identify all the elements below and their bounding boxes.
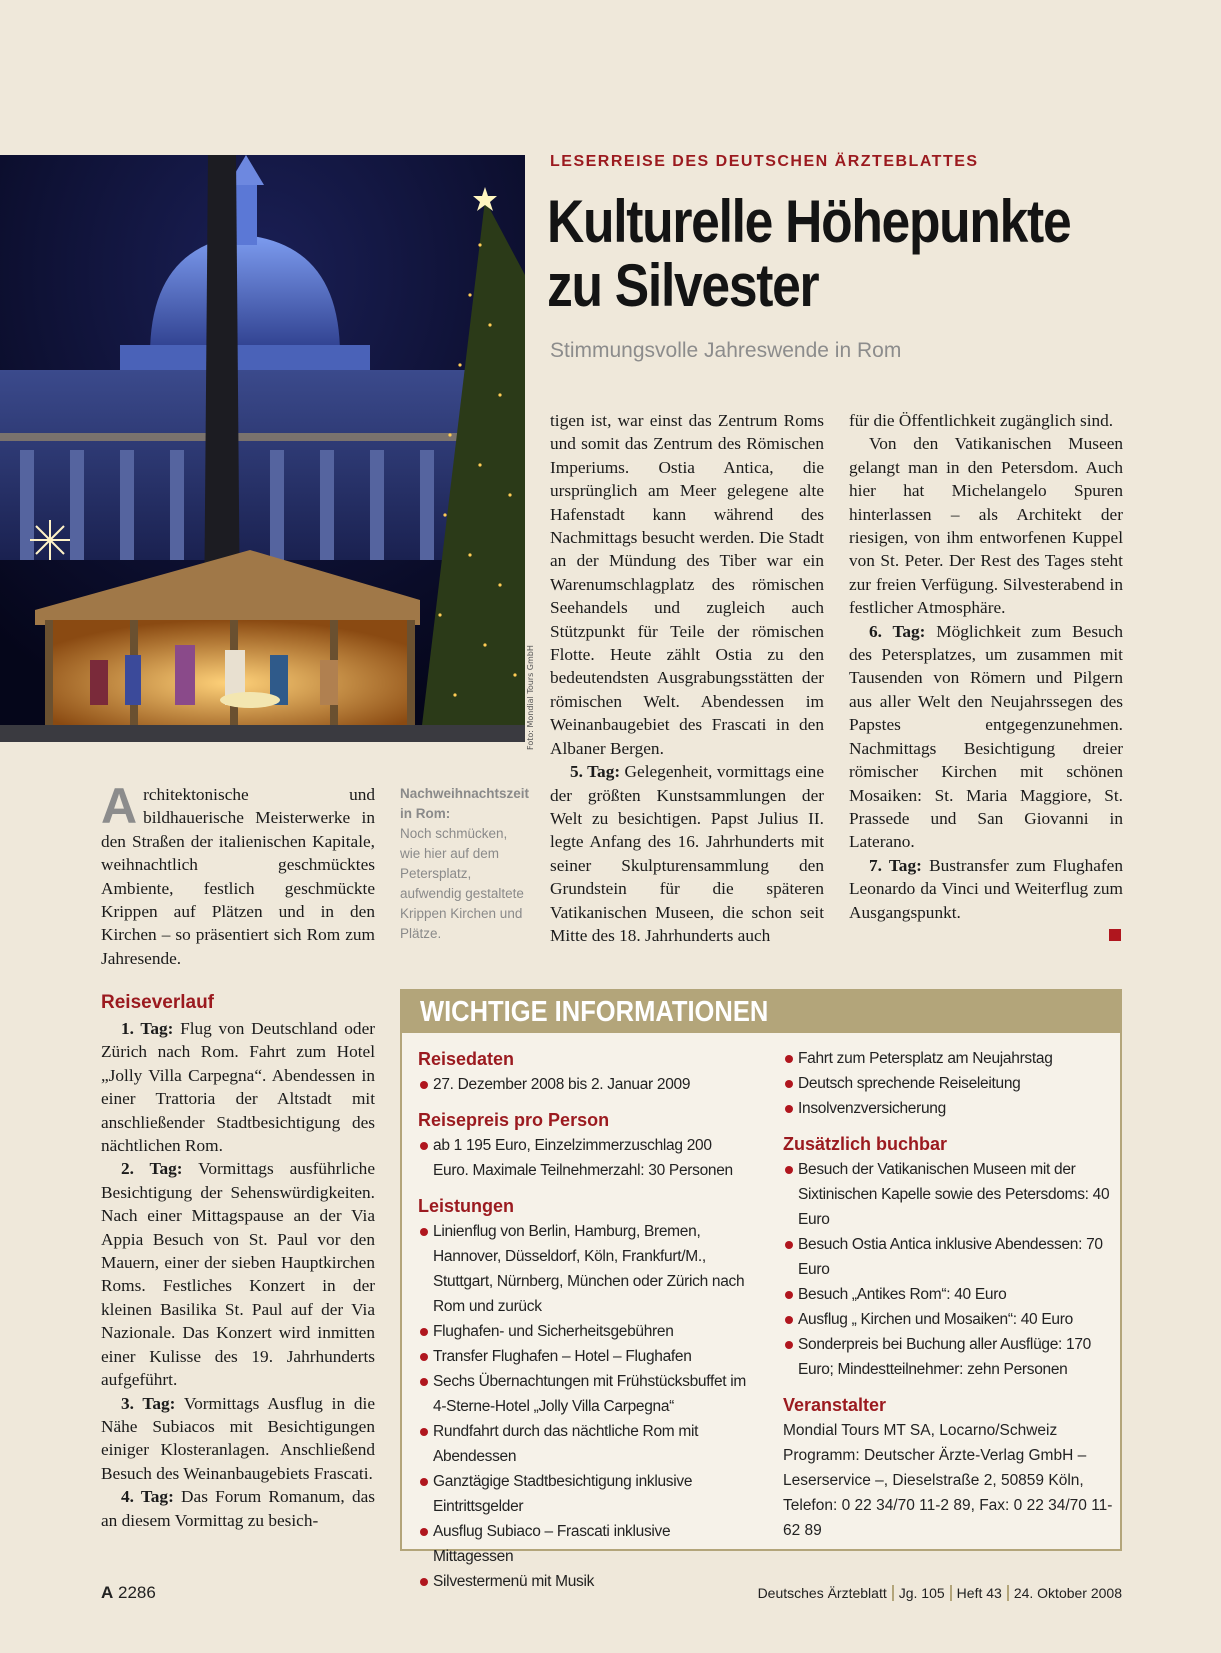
preis-list bbox=[418, 1133, 748, 1183]
photo-st-peters-nativity bbox=[0, 155, 525, 742]
caption-title: Nachweihnachtszeit in Rom: bbox=[400, 786, 530, 821]
article-column-right bbox=[849, 409, 1123, 924]
day-1-label: 1. Tag: bbox=[121, 1019, 174, 1038]
intro-paragraph bbox=[101, 778, 375, 970]
day-2 bbox=[101, 1157, 375, 1391]
photo-caption bbox=[400, 784, 530, 944]
journal-date: 24. Oktober 2008 bbox=[1013, 1585, 1122, 1601]
list-item: Besuch „Antikes Rom“: 40 Euro bbox=[783, 1282, 1113, 1307]
article-column-left bbox=[101, 1017, 375, 1532]
dropcap: A bbox=[101, 778, 138, 834]
day-4-text-cont: tigen ist, war einst das Zentrum Roms und somit das Zentrum des Römischen Imperiums. Ostia Antica, die ursprünglich am Meer gelegene alte Hafenstadt kann während des Nachmittags besucht werden. Die Stadt an der Mündung des Tiber war ein Warenumschlagplatz des römischen Seehandels und zugleich auch Stützpunkt für Teile der römischen Flotte. Heute zählt Ostia zu den bedeutendsten Ausgrabungsstätten der römischen Welt. Abendessen im Weinanbaugebiet des Frascati in den Albaner Bergen. bbox=[550, 411, 824, 758]
list-item: Silvestermenü mit Musik bbox=[418, 1569, 748, 1594]
info-box-header bbox=[402, 991, 1120, 1033]
reiseverlauf-heading: Reiseverlauf bbox=[101, 992, 215, 1013]
journal-issue: Heft 43 bbox=[956, 1585, 1002, 1601]
day-5-text-start: Gelegenheit, vormittags eine der größten Kunstsammlungen der Welt zu besichtigen. Papst Julius II. legte Anfang des 16. Jahrhunderts mit seiner Skulpturensammlung den Grundstein für die späteren Vatikanischen Museen, die schon seit Mitte des 18. Jahrhunderts auch bbox=[550, 762, 824, 945]
reisedaten-list bbox=[418, 1072, 748, 1097]
list-item: Sechs Übernachtungen mit Frühstücksbuffet im 4-Sterne-Hotel „Jolly Villa Carpegna“ bbox=[418, 1369, 748, 1419]
reisedaten-heading: Reisedaten bbox=[418, 1049, 515, 1069]
info-box-column-right bbox=[783, 1046, 1113, 1543]
day-4-label: 4. Tag: bbox=[121, 1487, 174, 1507]
day-5-label: 5. Tag: bbox=[570, 762, 621, 782]
preis-heading: Reisepreis pro Person bbox=[418, 1110, 610, 1130]
day-4-text-start: Das Forum Romanum, das an diesem Vormittag zu besich- bbox=[101, 1487, 375, 1530]
veranstalter-line-1: Mondial Tours MT SA, Locarno/Schweiz bbox=[783, 1422, 1058, 1439]
list-item: Linienflug von Berlin, Hamburg, Bremen, Hannover, Düsseldorf, Köln, Frankfurt/M., Stuttgart, Nürnberg, München oder Zürich nach Rom und zurück bbox=[418, 1219, 748, 1319]
headline-line-2: zu Silvester bbox=[547, 252, 819, 319]
day-2-label: 2. Tag: bbox=[121, 1159, 183, 1179]
veranstalter-heading: Veranstalter bbox=[783, 1395, 887, 1415]
day-3-text: Vormittags Ausflug in die Nähe Subiacos mit Besichtigungen einiger Klosteranlagen. Anschließend Besuch des Weinanbaugebiets Frascati. bbox=[101, 1393, 375, 1483]
day-1-text: Flug von Deutschland oder Zürich nach Rom. Fahrt zum Hotel „Jolly Villa Carpegna“. Abendessen in einer Trattoria der Altstadt mit anschließender Stadtbesichtigung des nächtlichen Rom. bbox=[101, 1019, 375, 1156]
day-5-text-end: für die Öffentlichkeit zugänglich sind. bbox=[849, 411, 1114, 430]
list-item: ab 1 195 Euro, Einzelzimmerzuschlag 200 Euro. Maximale Teilnehmerzahl: 30 Personen bbox=[418, 1133, 748, 1183]
separator bbox=[892, 1585, 894, 1601]
list-item: Sonderpreis bei Buchung aller Ausflüge: 170 Euro; Mindestteilnehmer: zehn Personen bbox=[783, 1332, 1113, 1382]
day-1 bbox=[101, 1017, 375, 1157]
list-item: Ganztägige Stadtbesichtigung inklusive Eintrittsgelder bbox=[418, 1469, 748, 1519]
subtitle: Stimmungsvolle Jahreswende in Rom bbox=[550, 339, 902, 362]
list-item: Fahrt zum Petersplatz am Neujahrstag bbox=[783, 1046, 1113, 1071]
list-item: Besuch der Vatikanischen Museen mit der Sixtinischen Kapelle sowie des Petersdoms: 40 Euro bbox=[783, 1157, 1113, 1232]
day-5 bbox=[550, 760, 824, 947]
headline bbox=[547, 190, 1097, 318]
page-prefix: A bbox=[101, 1583, 114, 1602]
day-7 bbox=[849, 854, 1123, 924]
intro-text: rchitektonische und bildhauerische Meisterwerke in den Straßen der italienischen Kapitale, weihnachtlich geschmücktes Ambiente, festlich geschmückte Krippen auf Plätzen und in den Kirchen – so präsentiert sich Rom zum Jahresende. bbox=[101, 785, 375, 968]
day-2-text: Vormittags ausführliche Besichtigung der Sehenswürdigkeiten. Nach einer Mittagspause an der Via Appia Besuch von St. Paul vor den Mauern, einer der sieben Hauptkirchen Roms. Festliches Konzert in der kleinen Basilika St. Paul auf der Via Nazionale. Das Konzert wird inmitten einer Kulisse des 19. Jahrhunderts aufgeführt. bbox=[101, 1159, 375, 1390]
list-item: Flughafen- und Sicherheitsgebühren bbox=[418, 1319, 748, 1344]
caption-text: Noch schmücken, wie hier auf dem Petersplatz, aufwendig gestaltete Krippen Kirchen und Plätze. bbox=[400, 826, 524, 941]
info-box-title: WICHTIGE INFORMATIONEN bbox=[420, 996, 769, 1028]
day-3 bbox=[101, 1392, 375, 1486]
separator bbox=[950, 1585, 952, 1601]
list-item: Transfer Flughafen – Hotel – Flughafen bbox=[418, 1344, 748, 1369]
kicker: LESERREISE DES DEUTSCHEN ÄRZTEBLATTES bbox=[550, 153, 979, 170]
day-6-text: Möglichkeit zum Besuch des Petersplatzes, um zusammen mit Tausenden von Römern und Pilgern aus aller Welt den Neujahrssegen des Papstes entgegenzunehmen. Nachmittags Besichtigung dreier römischer Kirchen mit schönen Mosaiken: St. Maria Maggiore, St. Prassede und San Giovanni in Laterano. bbox=[849, 621, 1124, 852]
photo-credit: Foto: Mondial Tours GmbH bbox=[526, 645, 535, 750]
info-box bbox=[400, 989, 1122, 1590]
photo-illustration bbox=[0, 155, 525, 742]
day-6-label: 6. Tag: bbox=[869, 621, 926, 641]
day-7-text: Bustransfer zum Flughafen Leonardo da Vinci und Weiterflug zum Ausgangspunkt. bbox=[849, 855, 1123, 922]
list-item: Insolvenzversicherung bbox=[783, 1096, 1113, 1121]
article-end-mark bbox=[1109, 929, 1121, 941]
page-number bbox=[101, 1583, 156, 1603]
headline-line-1: Kulturelle Höhepunkte bbox=[547, 188, 1071, 255]
list-item: Rundfahrt durch das nächtliche Rom mit Abendessen bbox=[418, 1419, 748, 1469]
veranstalter-line-2: Programm: Deutscher Ärzte-Verlag GmbH – Leserservice –, Dieselstraße 2, 50859 Köln, Telefon: 0 22 34/70 11-2 89, Fax: 0 22 34/70 11-62 89 bbox=[783, 1447, 1113, 1539]
day-7-label: 7. Tag: bbox=[869, 855, 922, 875]
list-item: Ausflug Subiaco – Frascati inklusive Mittagessen bbox=[418, 1519, 748, 1569]
day-6 bbox=[849, 620, 1123, 854]
zusatz-list bbox=[783, 1157, 1113, 1382]
journal-info bbox=[758, 1585, 1122, 1601]
info-box-column-left bbox=[418, 1046, 748, 1604]
page-number-value: 2286 bbox=[118, 1583, 156, 1602]
zusatz-heading: Zusätzlich buchbar bbox=[783, 1134, 948, 1154]
list-item: Ausflug „ Kirchen und Mosaiken“: 40 Euro bbox=[783, 1307, 1113, 1332]
journal-volume: Jg. 105 bbox=[898, 1585, 945, 1601]
article-column-middle bbox=[550, 409, 824, 947]
day-5-cont: Von den Vatikanischen Museen gelangt man in den Petersdom. Auch hier hat Michelangelo Spuren hinterlassen – als Architekt der riesigen, von ihm entworfenen Kuppel von St. Peter. Der Rest des Tages steht zur freien Verfügung. Silvesterabend in festlicher Atmosphäre. bbox=[849, 434, 1123, 618]
leistungen-list-cont bbox=[783, 1046, 1113, 1121]
list-item: Besuch Ostia Antica inklusive Abendessen: 70 Euro bbox=[783, 1232, 1113, 1282]
day-3-label: 3. Tag: bbox=[121, 1393, 176, 1413]
day-4 bbox=[101, 1485, 375, 1532]
list-item: Deutsch sprechende Reiseleitung bbox=[783, 1071, 1113, 1096]
leistungen-heading: Leistungen bbox=[418, 1196, 515, 1216]
list-item: 27. Dezember 2008 bis 2. Januar 2009 bbox=[418, 1072, 748, 1097]
journal-name: Deutsches Ärzteblatt bbox=[757, 1585, 887, 1601]
separator bbox=[1007, 1585, 1009, 1601]
leistungen-list bbox=[418, 1219, 748, 1594]
